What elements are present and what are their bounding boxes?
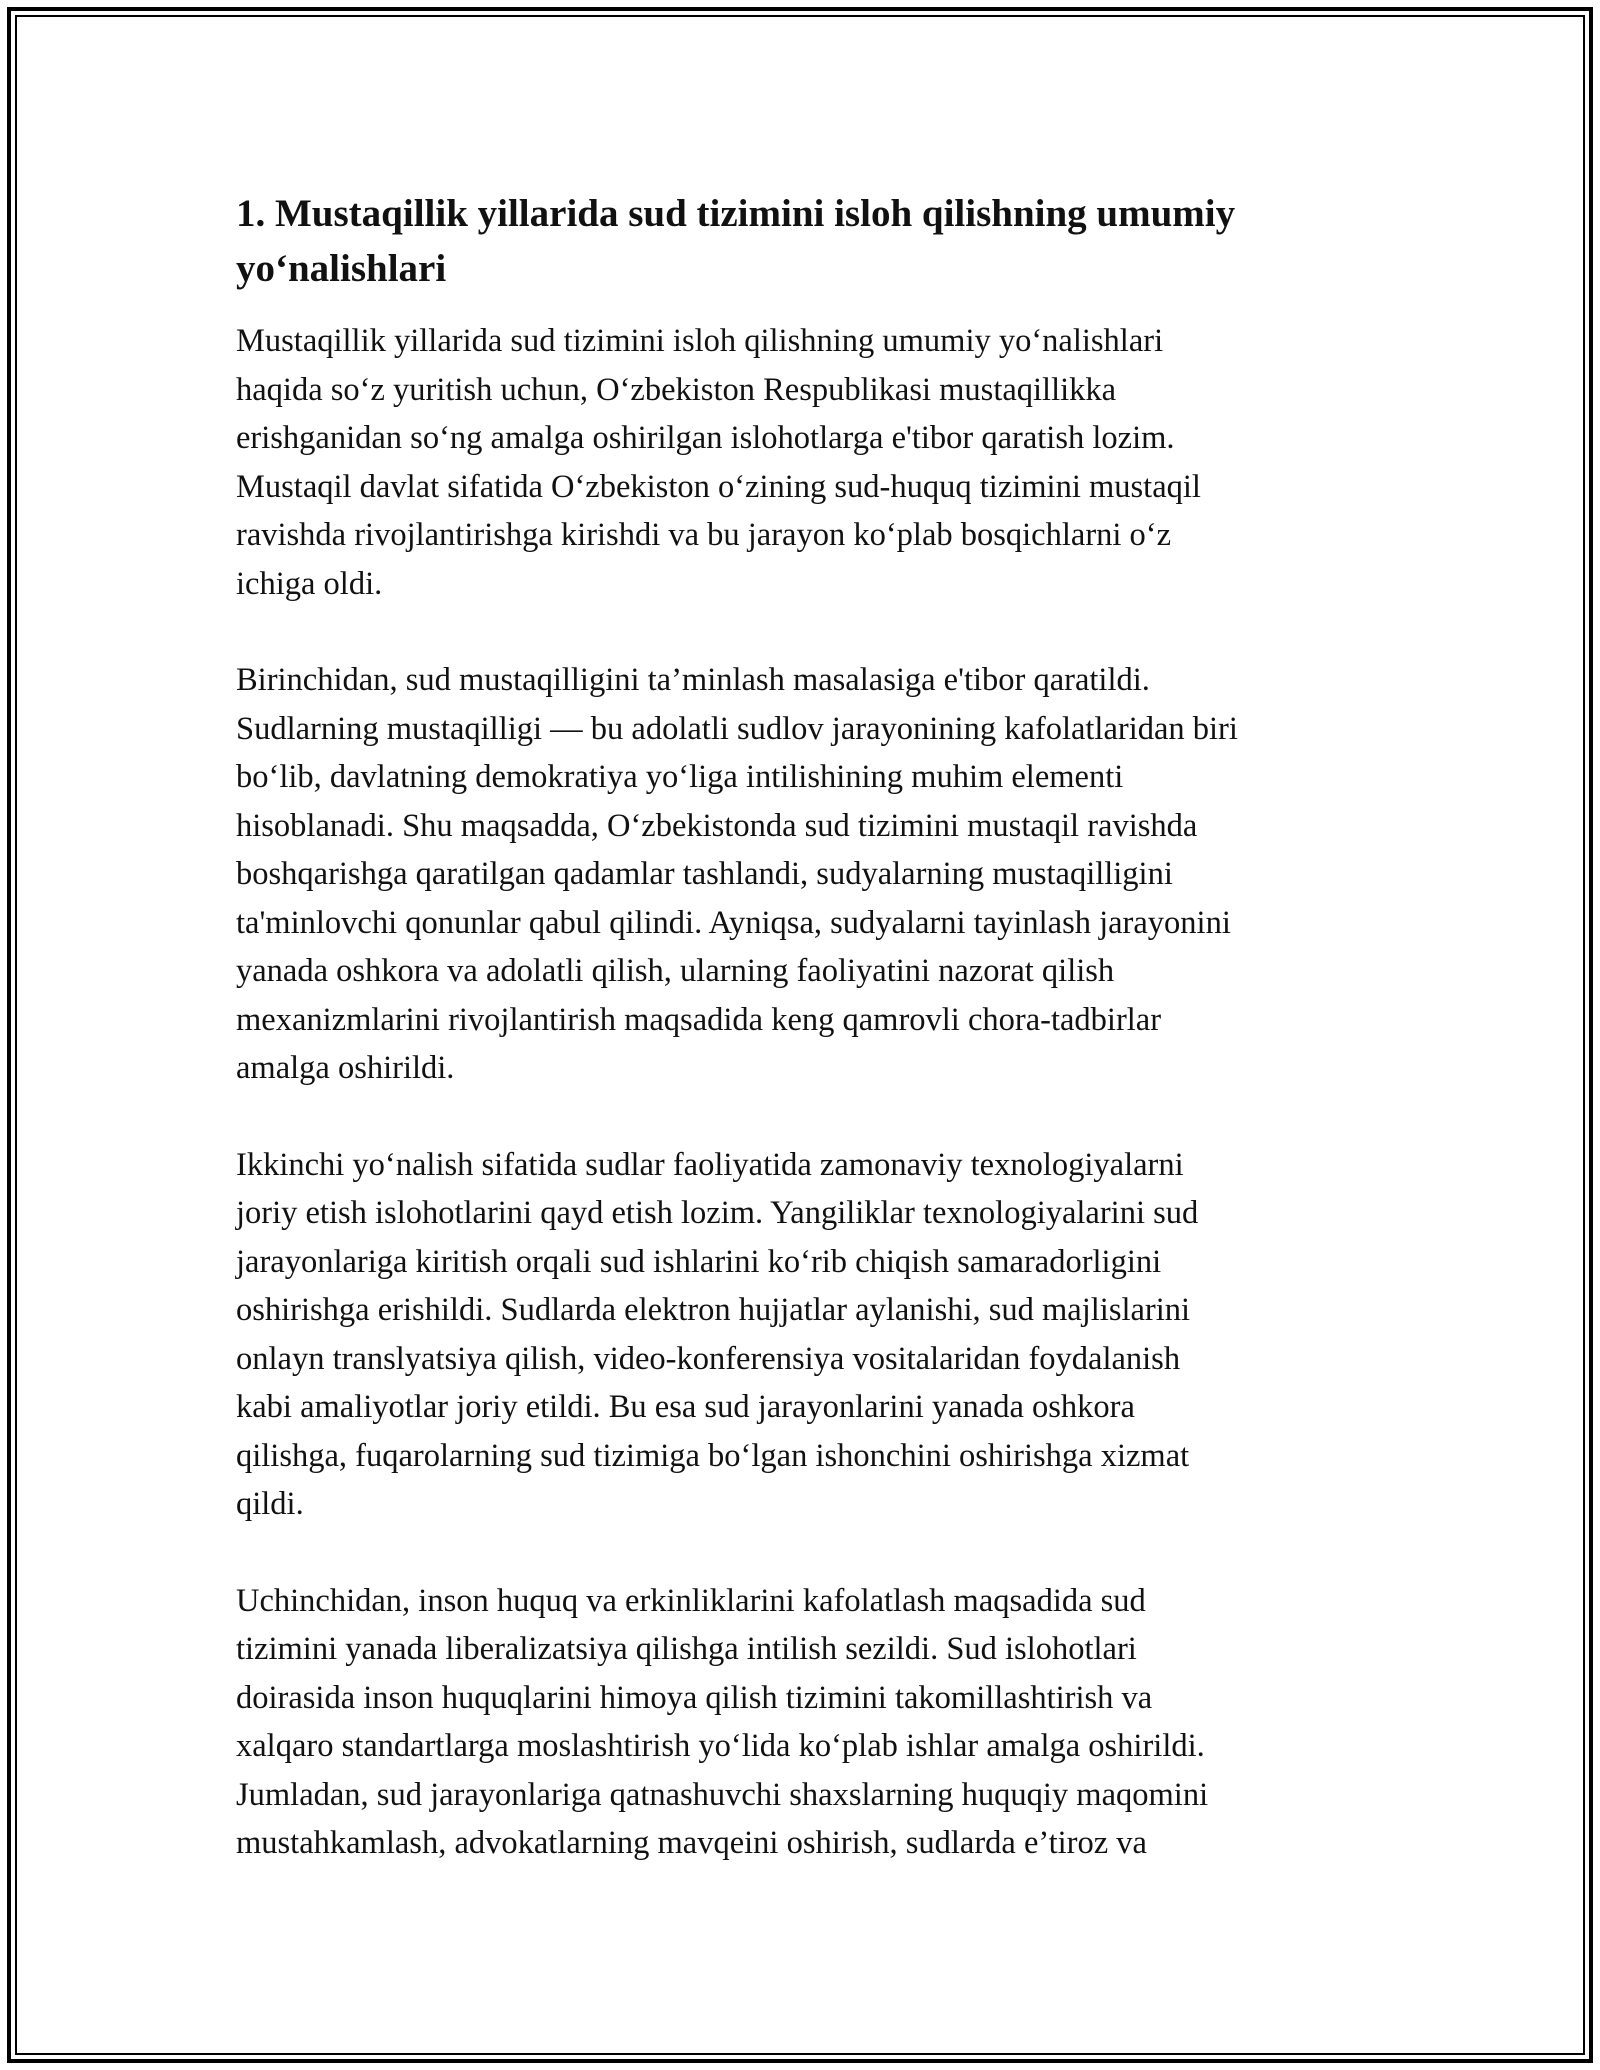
text-line: tizimini yanada liberalizatsiya qilishga intilish sezildi. Sud islohotlari xyxy=(236,1631,1137,1667)
text-line: hisoblanadi. Shu maqsadda, O‘zbekistonda sud tizimini mustaqil ravishda xyxy=(236,807,1198,844)
text-line: bo‘lib, davlatning demokratiya yo‘liga intilishining muhim elementi xyxy=(236,759,1124,795)
text-line: jarayonlariga kiritish orqali sud ishlarini ko‘rib chiqish samaradorligini xyxy=(236,1243,1162,1280)
text-line: Uchinchidan, inson huquq va erkinliklarini kafolatlash maqsadida sud xyxy=(236,1582,1146,1619)
document-body xyxy=(236,186,1366,1916)
text-line: Mustaqillik yillarida sud tizimini isloh qilishning umumiy yo‘nalishlari xyxy=(236,323,1164,359)
text-line: qilishga, fuqarolarning sud tizimiga bo‘lgan ishonchini oshirishga xizmat xyxy=(236,1437,1190,1474)
text-line: oshirishga erishildi. Sudlarda elektron hujjatlar aylanishi, sud majlislarini xyxy=(236,1292,1191,1328)
paragraph-intro xyxy=(236,317,1366,608)
text-line: ravishda rivojlantirishga kirishdi va bu jarayon ko‘plab bosqichlarni o‘z xyxy=(236,517,1172,553)
text-line: Ikkinchi yo‘nalish sifatida sudlar faoliyatida zamonaviy texnologiyalarni xyxy=(236,1146,1184,1183)
text-line: erishganidan so‘ng amalga oshirilgan islohotlarga e'tibor qaratish lozim. xyxy=(236,420,1175,456)
title-line: 1. Mustaqillik yillarida sud tizimini isloh qilishning umumiy xyxy=(236,192,1236,235)
text-line: Jumladan, sud jarayonlariga qatnashuvchi shaxslarning huquqiy maqomini xyxy=(236,1776,1209,1813)
text-line: mexanizmlarini rivojlantirish maqsadida keng qamrovli chora-tadbirlar xyxy=(236,1001,1162,1038)
paragraph-third-direction xyxy=(236,1577,1366,1868)
text-line: yanada oshkora va adolatli qilish, ularning faoliyatini nazorat qilish xyxy=(236,953,1115,989)
text-line: xalqaro standartlarga moslashtirish yo‘lida ko‘plab ishlar amalga oshirildi. xyxy=(236,1728,1205,1764)
text-line: onlayn translyatsiya qilish, video-konferensiya vositalaridan foydalanish xyxy=(236,1340,1181,1377)
text-line: mustahkamlash, advokatlarning mavqeini oshirish, sudlarda e’tiroz va xyxy=(236,1825,1147,1861)
text-line: kabi amaliyotlar joriy etildi. Bu esa sud jarayonlarini yanada oshkora xyxy=(236,1389,1135,1425)
text-line: qildi. xyxy=(236,1486,304,1522)
text-line: boshqarishga qaratilgan qadamlar tashlandi, sudyalarning mustaqilligini xyxy=(236,856,1173,892)
section-title xyxy=(236,186,1366,296)
title-line: yo‘nalishlari xyxy=(236,247,447,290)
paragraph-second-direction xyxy=(236,1141,1366,1529)
text-line: ichiga oldi. xyxy=(236,565,383,602)
text-line: joriy etish islohotlarini qayd etish lozim. Yangiliklar texnologiyalarini sud xyxy=(236,1195,1199,1231)
text-line: ta'minlovchi qonunlar qabul qilindi. Ayniqsa, sudyalarni tayinlash jarayonini xyxy=(236,904,1231,941)
paragraph-first-direction xyxy=(236,656,1366,1093)
text-line: Sudlarning mustaqilligi — bu adolatli sudlov jarayonining kafolatlaridan biri xyxy=(236,710,1238,747)
text-line: Mustaqil davlat sifatida O‘zbekiston o‘zining sud-huquq tizimini mustaqil xyxy=(236,468,1201,505)
text-line: Birinchidan, sud mustaqilligini ta’minlash masalasiga e'tibor qaratildi. xyxy=(236,662,1150,698)
text-line: doirasida inson huquqlarini himoya qilish tizimini takomillashtirish va xyxy=(236,1679,1153,1716)
text-line: haqida so‘z yuritish uchun, O‘zbekiston Respublikasi mustaqillikka xyxy=(236,371,1117,408)
text-line: amalga oshirildi. xyxy=(236,1050,455,1086)
